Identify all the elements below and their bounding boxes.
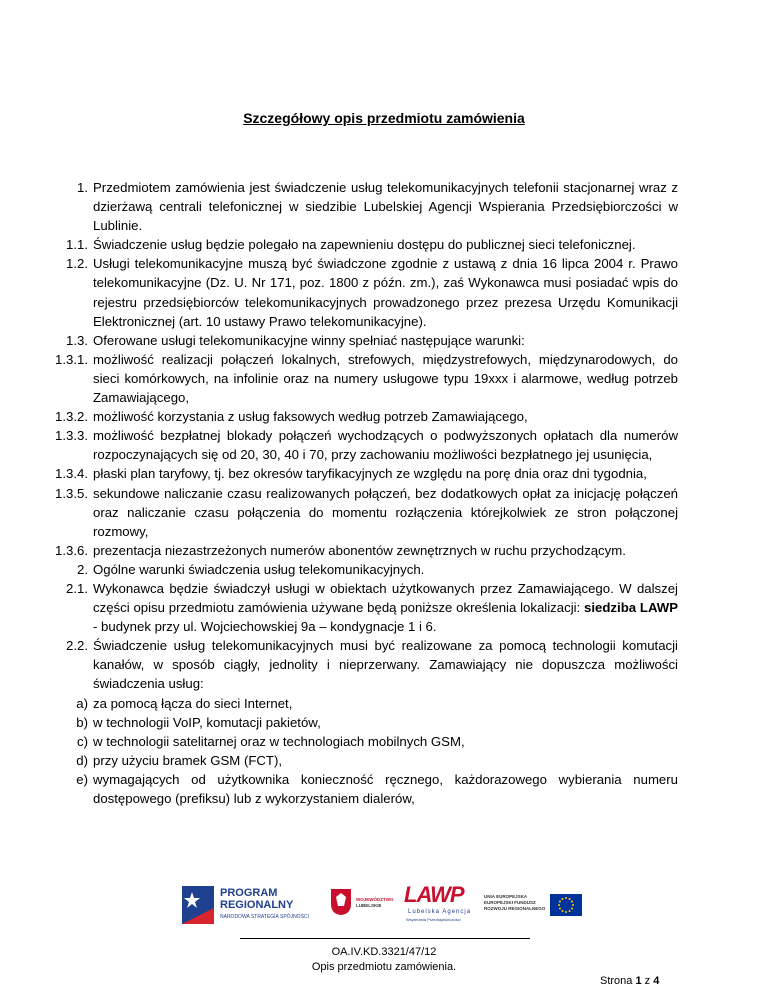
item-text-main: przy użyciu bramek GSM (FCT), — [93, 752, 283, 768]
item-text-main: Wykonawca będzie świadczył usługi w obiektach użytkowanych przez Zamawiającego. W dalszej części opisu przedmiotu zamówienia używane będą poniższe określenia lokalizacji: — [93, 580, 678, 616]
list-item — [30, 331, 678, 350]
list-item — [30, 426, 678, 464]
lawp-logo — [402, 882, 472, 928]
eu-star-icon — [559, 908, 561, 910]
list-item — [30, 751, 678, 770]
eu-star-icon — [565, 911, 567, 913]
item-text — [93, 751, 678, 770]
item-text-main: możliwość bezpłatnej blokady połączeń wychodzących o podwyższonych opłatach dla numerów rozpoczynających się od 20, 30, 40 i 70, przy zachowaniu możliwości bezpłatnego jej usunięcia, — [93, 428, 678, 463]
item-number: 2. — [77, 561, 88, 577]
eu-line3: ROZWOJU REGIONALNEGO — [484, 906, 546, 911]
eu-line1: UNIA EUROPEJSKA — [484, 894, 528, 899]
item-text — [93, 331, 678, 350]
item-text-main: w technologii satelitarnej oraz w technologiach mobilnych GSM, — [93, 733, 465, 749]
list-item — [30, 235, 678, 254]
item-number: 1. — [77, 180, 88, 195]
item-text — [93, 694, 678, 713]
eu-star-icon — [569, 898, 571, 900]
program-regionalny-logo — [182, 884, 322, 926]
item-text-main: wymagających od użytkownika konieczność ręcznego, każdorazowego wybierania numeru dostępowego (prefiksu) lub z wykorzystaniem dialerów, — [93, 771, 678, 806]
woj-line2: LUBELSKIE — [356, 903, 382, 908]
list-item — [30, 636, 678, 693]
item-text-main: Oferowane usługi telekomunikacyjne winny spełniać następujące warunki: — [93, 332, 525, 348]
item-number: b) — [76, 714, 88, 730]
item-text — [93, 732, 678, 751]
item-text — [93, 254, 678, 330]
item-text-after: - budynek przy ul. Wojciechowskiej 9a – kondygnacje 1 i 6. — [93, 619, 437, 635]
item-text-main: w technologii VoIP, komutacji pakietów, — [93, 714, 321, 730]
item-text-main: sekundowe naliczanie czasu realizowanych połączeń, bez dodatkowych opłat za inicjację połączeń oraz naliczanie czasu połączenia do momentu rozłączenia którejkolwiek ze stron połączonej rozmowy, — [93, 485, 678, 539]
item-text-main: możliwość realizacji połączeń lokalnych, strefowych, międzystrefowych, międzynarodowych, do sieci komórkowych, na infolinie oraz na numery usługowe typu 19xxx i alarmowe, według potrzeb Zamawiającego, — [93, 351, 678, 406]
list-item — [30, 694, 678, 713]
program-line1: PROGRAM — [220, 887, 278, 899]
wojewodztwo-logo — [330, 884, 394, 926]
logo-strip — [0, 876, 768, 936]
list-item — [30, 464, 678, 483]
item-text — [93, 713, 678, 732]
item-text — [93, 407, 678, 426]
item-number: 1.3. — [66, 332, 88, 348]
footer-divider — [240, 938, 530, 939]
eu-star-icon — [571, 901, 573, 903]
item-text — [93, 464, 678, 483]
item-text — [93, 178, 678, 235]
page-title: Szczegółowy opis przedmiotu zamówienia — [243, 110, 525, 126]
eu-star-icon — [562, 910, 564, 912]
list-item — [30, 541, 678, 560]
item-number: c) — [77, 733, 88, 749]
list-item — [30, 732, 678, 751]
list-item — [30, 407, 678, 426]
page-prefix: Strona — [600, 975, 633, 987]
list-item — [30, 713, 678, 732]
item-text — [93, 541, 678, 560]
eu-star-icon — [569, 910, 571, 912]
footer-description: Opis przedmiotu zamówienia. — [311, 961, 457, 973]
item-text — [93, 636, 678, 693]
list-item — [30, 484, 678, 541]
program-line3: NARODOWA STRATEGIA SPÓJNOŚCI — [220, 914, 309, 920]
program-line2: REGIONALNY — [220, 899, 294, 911]
item-text — [93, 350, 678, 407]
item-text-main: możliwość korzystania z usług faksowych według potrzeb Zamawiającego, — [93, 409, 528, 425]
eu-star-icon — [558, 904, 560, 906]
woj-line1: WOJEWÓDZTWO — [356, 897, 394, 902]
eu-star-icon — [562, 898, 564, 900]
item-text-main: za pomocą łącza do sieci Internet, — [93, 695, 293, 711]
item-text-main: Świadczenie usług telekomunikacyjnych musi być realizowane za pomocą technologii komutacji kanałów, w sposób ciągły, jednolity i nieprzerwany. Zamawiający nie dopuszcza możliwości świadczenia usług: — [93, 638, 678, 692]
eu-star-icon — [572, 904, 574, 906]
document-body — [30, 178, 678, 808]
item-number: 1.3.3. — [55, 428, 88, 444]
item-text-main: Ogólne warunki świadczenia usług telekomunikacyjnych. — [93, 561, 425, 577]
page-current: 1 — [635, 975, 642, 987]
item-number: 2.1. — [66, 580, 88, 596]
item-text-main: Usługi telekomunikacyjne muszą być świadczone zgodnie z ustawą z dnia 16 lipca 2004 r. Prawo telekomunikacyjne (Dz. U. Nr 171, poz. 1800 z późn. zm.), zaś Wykonawca musi posiadać wpis do rejestru przedsiębiorców telekomunikacyjnych prowadzonego przez prezesa Urzędu Komunikacji Elektronicznej (art. 10 ustawy Prawo telekomunikacyjne). — [93, 256, 678, 329]
item-text — [93, 235, 678, 254]
item-number: 1.3.5. — [55, 485, 88, 501]
item-number: 1.1. — [66, 237, 88, 253]
list-item — [30, 560, 678, 579]
item-number: 1.3.4. — [55, 466, 88, 482]
page-total: 4 — [653, 975, 660, 987]
lawp-brand: LAWP — [404, 882, 464, 907]
coat-of-arms-icon — [330, 888, 352, 916]
item-number: 1.2. — [66, 256, 88, 272]
eu-star-icon — [559, 901, 561, 903]
item-text-main: prezentacja niezastrzeżonych numerów abonentów zewnętrznych w ruchu przychodzącym. — [93, 542, 626, 558]
page-sep: z — [644, 975, 651, 987]
item-text — [93, 484, 678, 541]
lawp-sub1: Lubelska Agencja — [408, 909, 472, 915]
program-regionalny-emblem-icon — [182, 886, 214, 924]
item-number: 2.2. — [66, 638, 88, 654]
eu-logo — [484, 886, 584, 926]
item-text — [93, 770, 678, 808]
eu-line2: EUROPEJSKI FUNDUSZ — [484, 900, 536, 905]
eu-star-icon — [571, 908, 573, 910]
item-text-main: Przedmiotem zamówienia jest świadczenie usług telekomunikacyjnych telefonii stacjonarnej wraz z dzierżawą centrali telefonicznej w siedzibie Lubelskiej Agencji Wspierania Przedsiębiorczości w Lublinie. — [93, 180, 678, 234]
item-number: e) — [76, 771, 88, 787]
list-item — [30, 770, 678, 808]
item-text — [93, 426, 678, 464]
lawp-sub2: Wspierania Przedsiębiorczości — [406, 917, 461, 922]
item-number: 1.3.6. — [55, 542, 88, 558]
list-item — [30, 254, 678, 330]
item-text-main: Świadczenie usług będzie polegało na zapewnieniu dostępu do publicznej sieci telefonicznej. — [93, 237, 636, 253]
list-item — [30, 350, 678, 407]
list-item — [30, 579, 678, 636]
page-number — [600, 975, 659, 987]
item-number: a) — [76, 695, 88, 711]
list-item — [30, 178, 678, 235]
item-text — [93, 560, 678, 579]
item-text-bold: siedziba LAWP — [584, 600, 678, 616]
footer-reference: OA.IV.KD.3321/47/12 — [331, 946, 437, 958]
item-number: d) — [76, 752, 88, 768]
eu-star-icon — [565, 897, 567, 899]
item-number: 1.3.2. — [55, 409, 88, 425]
item-number: 1.3.1. — [55, 351, 88, 367]
eu-flag-icon — [550, 894, 582, 916]
item-text-main: płaski plan taryfowy, tj. bez okresów taryfikacyjnych ze względu na porę dnia oraz dni tygodnia, — [93, 466, 647, 482]
item-text — [93, 579, 678, 636]
